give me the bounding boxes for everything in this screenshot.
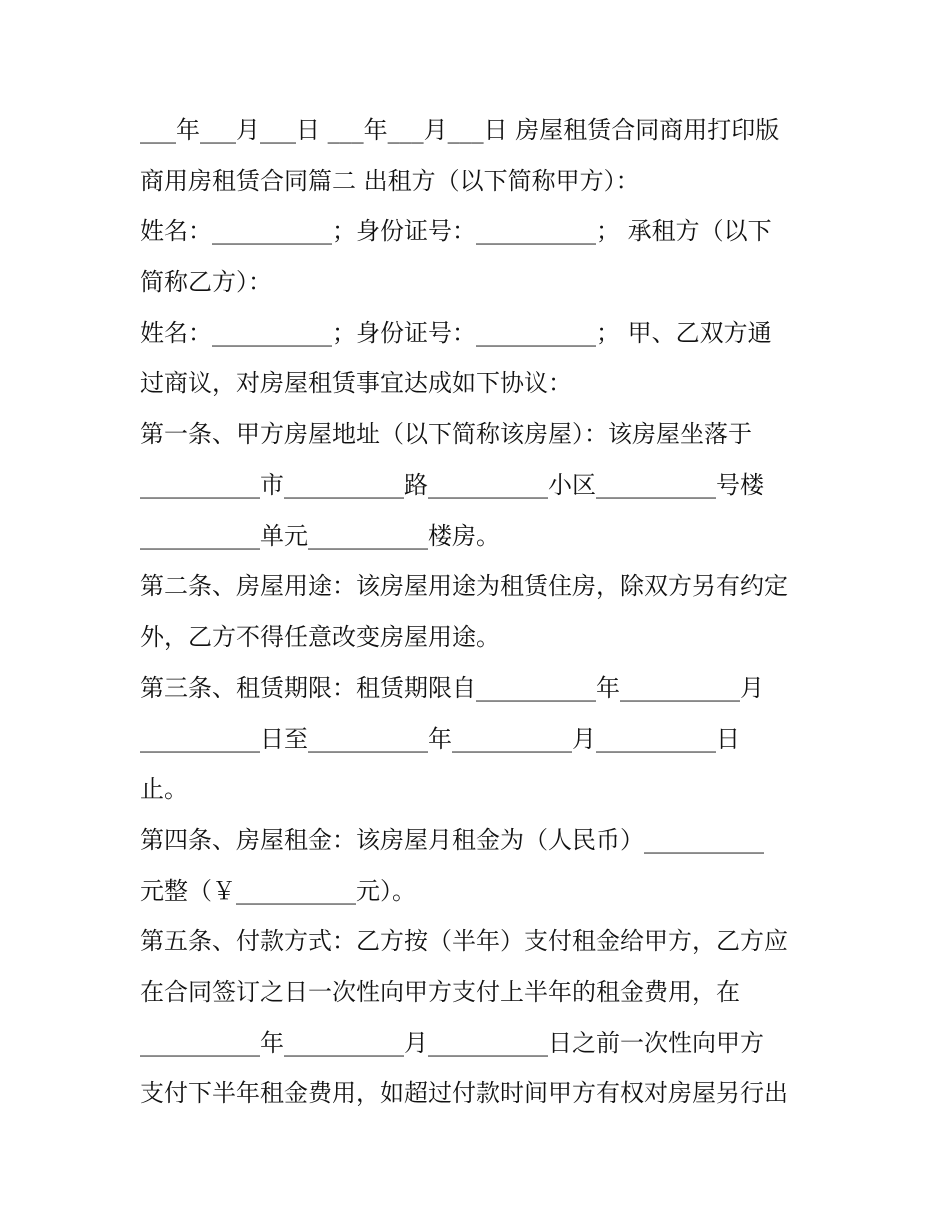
text-line-article-4: 第四条、房屋租金：该房屋月租金为（人民币）__________ [140,826,764,854]
text-line-article-1: 第一条、甲方房屋地址（以下简称该房屋）：该房屋坐落于 [140,420,752,448]
text-line: 简称乙方）： [140,268,272,296]
text-line: 外，乙方不得任意改变房屋用途。 [140,623,500,651]
text-line: __________年__________月__________日之前一次性向甲方 [140,1029,764,1057]
text-line: 过商议，对房屋租赁事宜达成如下协议： [140,369,572,397]
text-line: __________市__________路__________小区__________号楼 [140,471,764,499]
text-line-article-5: 第五条、付款方式：乙方按（半年）支付租金给甲方，乙方应 [140,927,788,955]
text-line: 元整（￥__________元）。 [140,877,416,905]
text-line-heading: 商用房租赁合同篇二 出租方（以下简称甲方）： [140,167,640,195]
text-line: __________单元__________楼房。 [140,522,500,550]
text-line-title: ___年___月___日 ___年___月___日 房屋租赁合同商用打印版 [140,116,780,144]
text-line-article-3: 第三条、租赁期限：租赁期限自__________年__________月 [140,674,764,702]
text-line-party-a: 姓名：__________；身份证号：__________； 承租方（以下 [140,217,772,245]
text-line: 在合同签订之日一次性向甲方支付上半年的租金费用，在 [140,978,740,1006]
text-line: __________日至__________年__________月__________日 [140,725,740,753]
text-line: 支付下半年租金费用，如超过付款时间甲方有权对房屋另行出 [140,1079,788,1107]
text-line-party-b: 姓名：__________；身份证号：__________； 甲、乙双方通 [140,319,772,347]
text-line-article-2: 第二条、房屋用途：该房屋用途为租赁住房，除双方另有约定 [140,572,788,600]
text-line: 止。 [140,775,188,803]
